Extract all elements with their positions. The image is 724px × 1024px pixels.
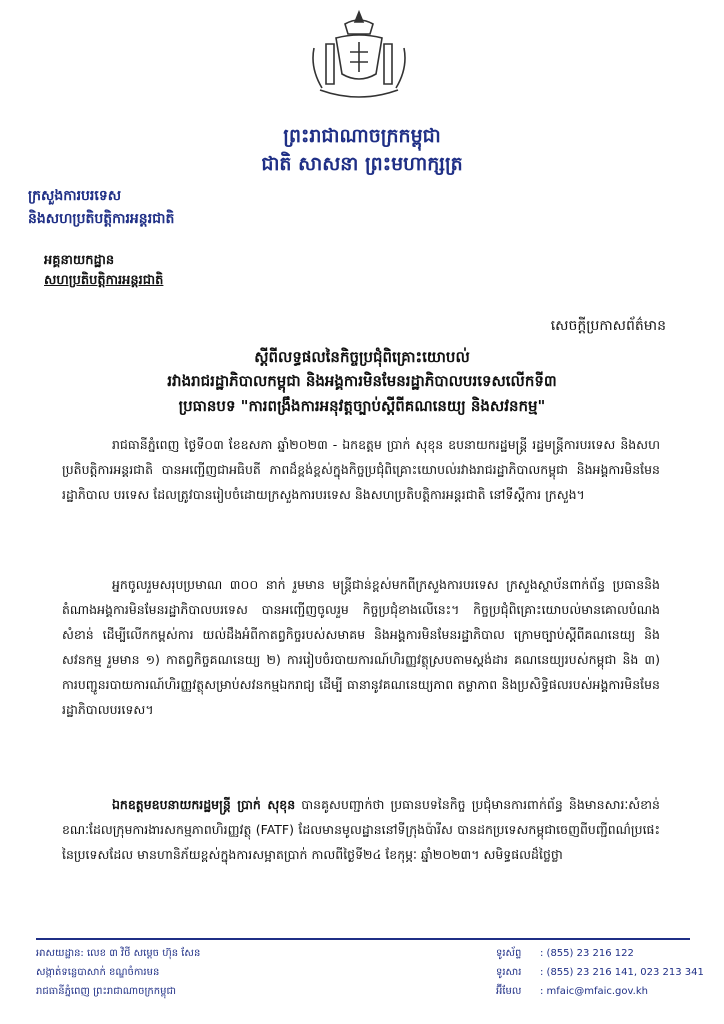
paragraph-3-lead: ឯកឧត្តមឧបនាយករដ្ឋមន្ត្រី ប្រាក់ សុខុន	[112, 797, 296, 812]
body-paragraph-2: អ្នកចូលរួមសរុបប្រមាណ ៣០០ នាក់ រួមមាន មន្ត្រីជាន់ខ្ពស់មកពីក្រសួងការបរទេស ក្រសួងស្ថាប័នពាក់ព័ន្ធ ប្រធាននិងតំណាងអង្គការមិនមែនរដ្ឋាភិបាលបរទេស បានអញ្ជើញចូលរួម កិច្ចប្រជុំខាងលើនេះ។ កិច្ចប្រជុំពិគ្រោះយោបល់មានគោលបំណងសំខាន់ ដើម្បីលើកកម្ពស់ការ យល់ដឹងអំពីកាតព្វកិច្ចរបស់សមាគម និងអង្គការមិនមែនរដ្ឋាភិបាល ក្រោមច្បាប់ស្តីពីគណនេយ្យ និង សវនកម្ម រួមមាន ១) កាតព្វកិច្ចគណនេយ្យ ២) ការរៀបចំរបាយការណ៍ហិរញ្ញវត្ថុស្របតាមស្តង់ដារ គណនេយ្យរបស់កម្ពុជា និង ៣) ការបញ្ជូនរបាយការណ៍ហិរញ្ញវត្ថុសម្រាប់សវនកម្មឯករាជ្យ ដើម្បី ធានានូវគណនេយ្យភាព តម្លាភាព និងប្រសិទ្ធិផលរបស់អង្គការមិនមែនរដ្ឋាភិបាលបរទេស។	[62, 577, 660, 717]
address-line-2: សង្កាត់ទន្លេបាសាក់ ខណ្ឌចំការមន	[36, 967, 160, 978]
document-title-line3: ប្រធានបទ "ការពង្រឹងការអនុវត្តច្បាប់ស្តីពីគណនេយ្យ និងសវនកម្ម"	[178, 397, 546, 415]
document-title-line2: រវាងរាជរដ្ឋាភិបាលកម្ពុជា និងអង្គការមិនមែនរដ្ឋាភិបាលបរទេសលើកទី៣	[167, 372, 557, 390]
fax-line	[496, 963, 704, 982]
address-line-1: អាសយដ្ឋាន: លេខ ៣ វិថី សម្តេច ហ៊ុន សែន	[36, 948, 201, 959]
body-paragraph-3	[62, 792, 660, 867]
paragraph-3-text: បានគូសបញ្ជាក់ថា ប្រធានបទនៃកិច្ច ប្រជុំមានការពាក់ព័ន្ធ និងមានសារៈសំខាន់ ខណៈដែលក្រុមការងារសកម្មភាពហិរញ្ញវត្ថុ (FATF) ដែលមានមូលដ្ឋាននៅទីក្រុងប៉ារីស បានដកប្រទេសកម្ពុជាចេញពីបញ្ជីពណ៌ប្រផេះនៃប្រទេសដែល មានហានិភ័យខ្ពស់ក្នុងការសម្អាតប្រាក់ កាលពីថ្ងៃទី២៤ ខែកុម្ភៈ ឆ្នាំ២០២៣។ សមិទ្ធផលដ៏ថ្លៃថ្លា	[62, 797, 660, 862]
email-value: : mfaic@mfaic.gov.kh	[540, 986, 648, 997]
email-line	[496, 982, 704, 1001]
kingdom-name-heading: ព្រះរាជាណាចក្រកម្ពុជា	[283, 125, 441, 147]
department-name-line2: សហប្រតិបត្តិការអន្តរជាតិ	[44, 273, 164, 288]
fax-value: : (855) 23 216 141, 023 213 341	[540, 967, 704, 978]
ministry-name-line2: និងសហប្រតិបត្តិការអន្តរជាតិ	[28, 211, 175, 227]
footer-divider	[36, 938, 690, 940]
email-label: អ៊ីមែល	[496, 986, 522, 997]
address-line-3: រាជធានីភ្នំពេញ ព្រះរាជាណាចក្រកម្ពុជា	[36, 986, 176, 997]
footer-address	[36, 944, 200, 1001]
royal-coat-of-arms-emblem	[300, 8, 418, 108]
document-title-line1: ស្តីពីលទ្ធផលនៃកិច្ចប្រជុំពិគ្រោះយោបល់	[254, 348, 470, 366]
phone-value: : (855) 23 216 122	[540, 948, 634, 959]
body-paragraph-1: រាជធានីភ្នំពេញ ថ្ងៃទី០៣ ខែឧសភា ឆ្នាំ២០២៣ - ឯកឧត្តម ប្រាក់ សុខុន ឧបនាយករដ្ឋមន្ត្រី រដ្ឋមន្ត្រីការបរទេស និងសហប្រតិបត្តិការអន្តរជាតិ បានអញ្ជើញជាអធិបតី ភាពដ៏ខ្ពង់ខ្ពស់ក្នុងកិច្ចប្រជុំពិគ្រោះយោបល់រវាងរាជរដ្ឋាភិបាលកម្ពុជា និងអង្គការមិនមែនរដ្ឋាភិបាល បរទេស ដែលត្រូវបានរៀបចំដោយក្រសួងការបរទេស និងសហប្រតិបត្តិការអន្តរជាតិ នៅទីស្តីការ ក្រសួង។	[62, 437, 660, 502]
fax-label: ទូរសារ	[496, 967, 522, 978]
press-release-label: សេចក្តីប្រកាសព័ត៌មាន	[550, 318, 666, 334]
phone-label: ទូរស័ព្ទ	[496, 948, 522, 959]
footer-contacts	[496, 944, 704, 1001]
phone-line	[496, 944, 704, 963]
ministry-name-line1: ក្រសួងការបរទេស	[28, 188, 122, 204]
department-name-line1: អគ្គនាយកដ្ឋាន	[44, 253, 115, 268]
national-motto-heading: ជាតិ សាសនា ព្រះមហាក្សត្រ	[261, 153, 463, 175]
